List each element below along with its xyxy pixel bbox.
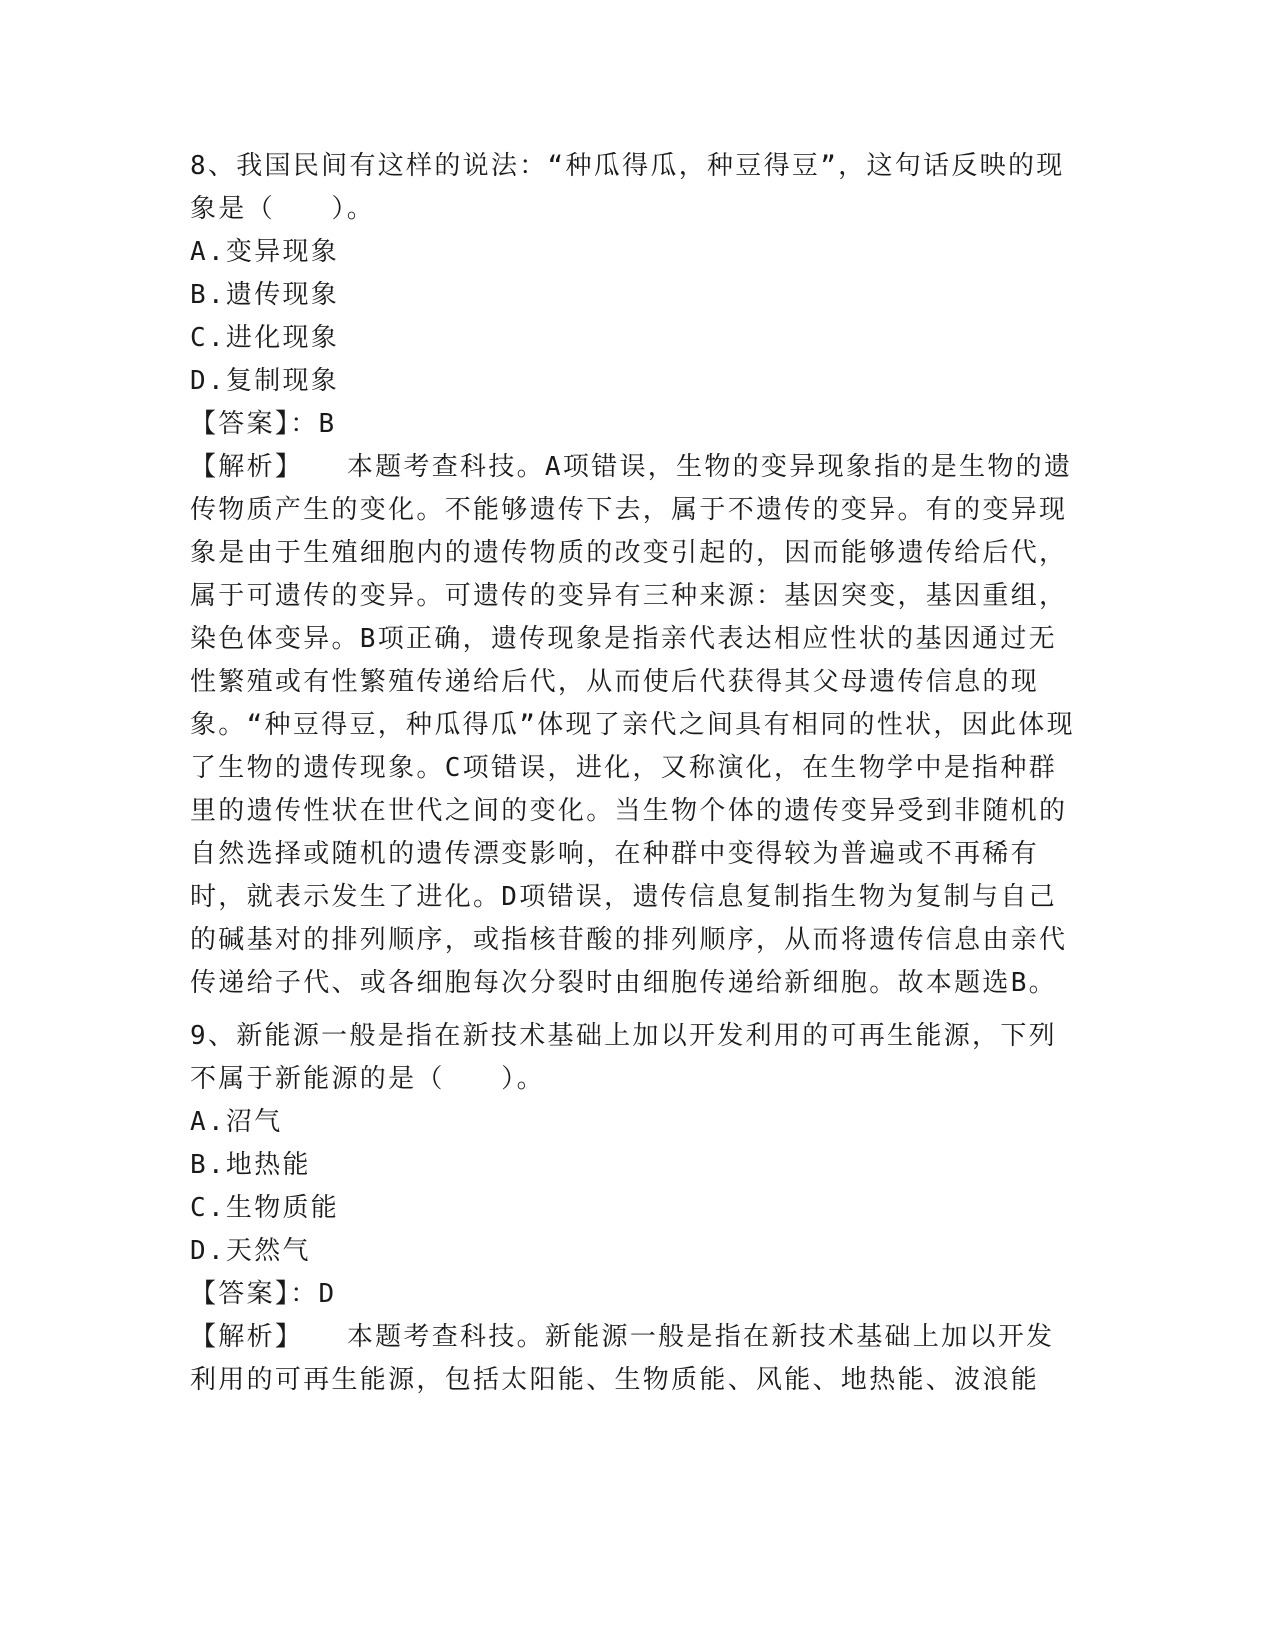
option-c: C.生物质能 (190, 1193, 340, 1223)
explanation-text: 本题考查科技。新能源一般是指在新技术基础上加以开发利用的可再生能源，包括太阳能、生物质能、风能、地热能、波浪能 (190, 1322, 1055, 1395)
explanation (190, 1316, 1080, 1402)
option-b: B.地热能 (190, 1150, 311, 1180)
option-d: D.天然气 (190, 1236, 311, 1266)
option-a: A.变异现象 (190, 237, 340, 267)
answer-label: 【答案】： (190, 409, 319, 439)
option-d: D.复制现象 (190, 366, 340, 396)
explanation-label: 【解析】 (190, 1322, 291, 1352)
explanation (190, 446, 1080, 1005)
option-c: C.进化现象 (190, 323, 340, 353)
question-8 (190, 145, 1080, 1005)
document-page (190, 145, 1080, 1402)
explanation-label: 【解析】 (190, 452, 291, 482)
explanation-text: 本题考查科技。A项错误，生物的变异现象指的是生物的遗传物质产生的变化。不能够遗传下去，属于不遗传的变异。有的变异现象是由于生殖细胞内的遗传物质的改变引起的，因而能够遗传给后代，属于可遗传的变异。可遗传的变异有三种来源：基因突变，基因重组，染色体变异。B项正确，遗传现象是指亲代表达相应性状的基因通过无性繁殖或有性繁殖传递给后代，从而使后代获得其父母遗传信息的现象。“种豆得豆，种瓜得瓜”体现了亲代之间具有相同的性状，因此体现了生物的遗传现象。C项错误，进化，又称演化，在生物学中是指种群里的遗传性状在世代之间的变化。当生物个体的遗传变异受到非随机的自然选择或随机的遗传漂变影响，在种群中变得较为普遍或不再稀有时，就表示发生了进化。D项错误，遗传信息复制指生物为复制与自己的碱基对的排列顺序，或指核苷酸的排列顺序，从而将遗传信息由亲代传递给子代、或各细胞每次分裂时由细胞传递给新细胞。故本题选B。 (190, 452, 1075, 998)
answer-line (190, 403, 1080, 446)
option-b: B.遗传现象 (190, 280, 340, 310)
answer-value: B (318, 409, 337, 439)
answer-label: 【答案】： (190, 1279, 319, 1309)
question-stem: 8、我国民间有这样的说法：“种瓜得瓜，种豆得豆”，这句话反映的现象是（ ）。 (190, 151, 1065, 224)
question-9 (190, 1015, 1080, 1402)
option-a: A.沼气 (190, 1107, 283, 1137)
question-stem: 9、新能源一般是指在新技术基础上加以开发利用的可再生能源，下列不属于新能源的是（ ）。 (190, 1021, 1057, 1094)
answer-value: D (318, 1279, 337, 1309)
answer-line (190, 1273, 1080, 1316)
